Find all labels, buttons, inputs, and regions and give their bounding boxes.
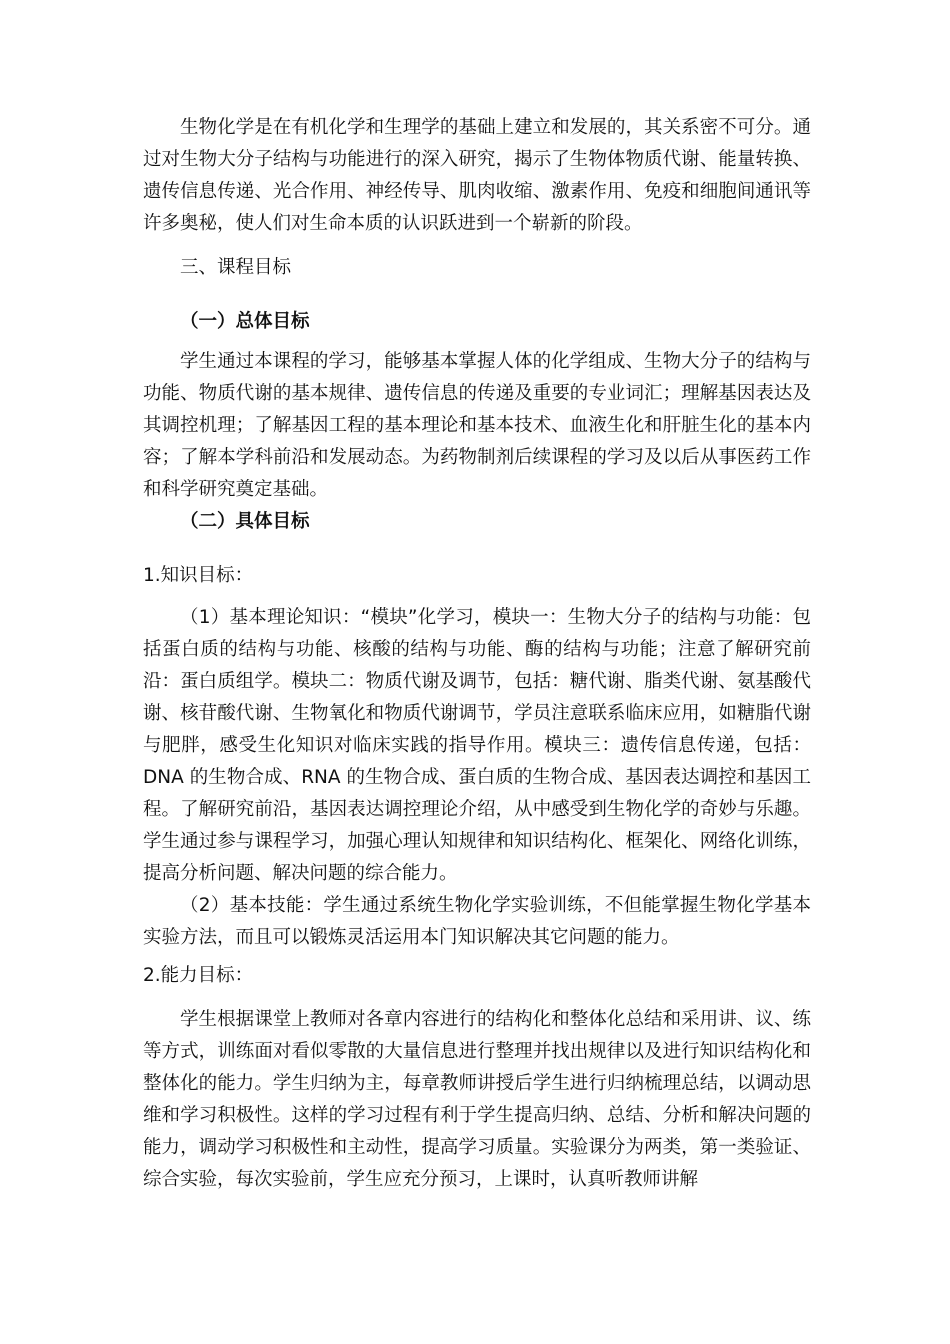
- knowledge-objective-item-1: （1）基本理论知识：“模块”化学习，模块一：生物大分子的结构与功能：包括蛋白质的结构与功能、核酸的结构与功能、酶的结构与功能；注意了解研究前沿：蛋白质组学。模块二：物质代谢及调节，包括：糖代谢、脂类代谢、氨基酸代谢、核苷酸代谢、生物氧化和物质代谢调节，学员注意联系临床应用，如糖脂代谢与肥胖，感受生化知识对临床实践的指导作用。模块三：遗传信息传递，包括：DNA 的生物合成、RNA 的生物合成、蛋白质的生物合成、基因表达调控和基因工程。了解研究前沿，基因表达调控理论介绍，从中感受到生物化学的奇妙与乐趣。学生通过参与课程学习，加强心理认知规律和知识结构化、框架化、网络化训练，提高分析问题、解决问题的综合能力。: [143, 607, 811, 884]
- knowledge-objective-item-2: （2）基本技能：学生通过系统生物化学实验训练，不但能掌握生物化学基本实验方法，而且可以锻炼灵活运用本门知识解决其它问题的能力。: [143, 895, 811, 948]
- overall-objective-body: 学生通过本课程的学习，能够基本掌握人体的化学组成、生物大分子的结构与功能、物质代谢的基本规律、遗传信息的传递及重要的专业词汇；理解基因表达及其调控机理；了解基因工程的基本理论和基本技术、血液生化和肝脏生化的基本内容；了解本学科前沿和发展动态。为药物制剂后续课程的学习及以后从事医药工作和科学研究奠定基础。: [143, 351, 811, 500]
- ability-objective-body: 学生根据课堂上教师对各章内容进行的结构化和整体化总结和采用讲、议、练等方式，训练面对看似零散的大量信息进行整理并找出规律以及进行知识结构化和整体化的能力。学生归纳为主，每章教师讲授后学生进行归纳梳理总结，以调动思维和学习积极性。这样的学习过程有利于学生提高归纳、总结、分析和解决问题的能力，调动学习积极性和主动性，提高学习质量。实验课分为两类，第一类验证、综合实验，每次实验前，学生应充分预习，上课时，认真听教师讲解: [143, 1009, 811, 1190]
- intro-paragraph: 生物化学是在有机化学和生理学的基础上建立和发展的，其关系密不可分。通过对生物大分子结构与功能进行的深入研究，揭示了生物体物质代谢、能量转换、遗传信息传递、光合作用、神经传导、肌肉收缩、激素作用、免疫和细胞间通讯等许多奥秘，使人们对生命本质的认识跃进到一个崭新的阶段。: [143, 117, 811, 234]
- ability-objective-title: 2.能力目标：: [143, 965, 254, 986]
- section-3-title: 三、课程目标: [180, 257, 292, 278]
- overall-objective-title: （一）总体目标: [180, 311, 310, 332]
- knowledge-objective-title: 1.知识目标：: [143, 565, 254, 586]
- specific-objective-title: （二）具体目标: [180, 511, 310, 532]
